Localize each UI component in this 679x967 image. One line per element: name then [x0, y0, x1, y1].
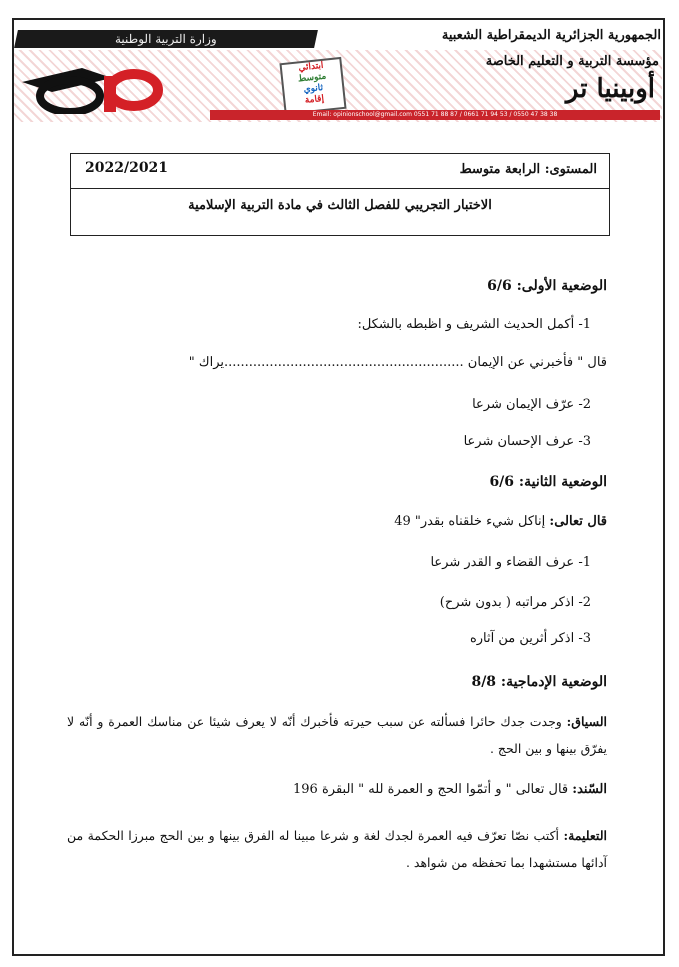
context-label: السياق: [566, 714, 607, 729]
support-line [293, 782, 607, 797]
verse-label: قال تعالى: [549, 514, 607, 529]
school-levels-stamp: ابتدائي متوسط ثانوي إقامة [279, 57, 346, 115]
context-text: وجدت جدك حائرا فسألته عن سبب حيرته فأخبرك أنّه لا يعرف شيئا عن مناسك العمرة و أنّه لا يفرّق بينها و بين الحج . [67, 714, 607, 756]
section3-heading: الوضعية الإدماجية: 8/8 [471, 674, 607, 690]
info-divider [71, 188, 609, 189]
instruction-text: أكتب نصّا تعرّف فيه العمرة لجدك لغة و شرعا مبينا له الفرق بينها و بين الحج مبرزا الحكمة من آدائها مستشهدا بما تحفظه من شواهد . [67, 828, 607, 870]
brand-name: أوبينيا تر [565, 74, 655, 104]
support-label: السّند: [572, 782, 607, 797]
section1-question-2: 2- عرّف الإيمان شرعا [472, 397, 591, 412]
ministry-banner: وزارة التربية الوطنية [14, 30, 318, 48]
exam-title: الاختبار التجريبي للفصل الثالث في مادة التربية الإسلامية [188, 198, 492, 213]
exam-info-box [70, 153, 610, 236]
school-year: 2022/2021 [85, 160, 169, 176]
section1-question-3: 3- عرف الإحسان شرعا [463, 434, 591, 449]
contact-strip: Email: opinionschool@gmail.com 0551 71 88 87 / 0661 71 94 53 / 0550 47 38 38 [210, 110, 660, 120]
section2-verse [394, 514, 607, 529]
section2-question-3: 3- اذكر أثرين من آثاره [469, 631, 591, 646]
instruction-paragraph [67, 822, 607, 876]
graduation-cap-logo-icon [22, 62, 172, 114]
section2-question-1: 1- عرف القضاء و القدر شرعا [430, 555, 591, 570]
level-label: المستوى: الرابعة متوسط [459, 162, 597, 177]
support-text: قال تعالى " و أتمّوا الحج و العمرة لله " البقرة 196 [293, 782, 569, 797]
section2-heading: الوضعية الثانية: 6/6 [489, 474, 607, 490]
section1-heading: الوضعية الأولى: 6/6 [487, 278, 607, 294]
section2-question-2: 2- اذكر مراتبه ( بدون شرح) [439, 595, 591, 610]
section1-hadith-text: قال " فأخبرني عن الإيمان ..........................................................يراك " [188, 355, 607, 370]
verse-text: إناكل شيء خلقناه بقدر" 49 [394, 514, 546, 529]
context-paragraph [67, 708, 607, 762]
instruction-label: التعليمة: [563, 828, 607, 843]
institution-name: مؤسسة التربية و التعليم الخاصة [485, 54, 659, 69]
section1-question-1: 1- أكمل الحديث الشريف و اظبطه بالشكل: [357, 317, 591, 332]
republic-title: الجمهورية الجزائرية الديمقراطية الشعبية [441, 28, 661, 43]
